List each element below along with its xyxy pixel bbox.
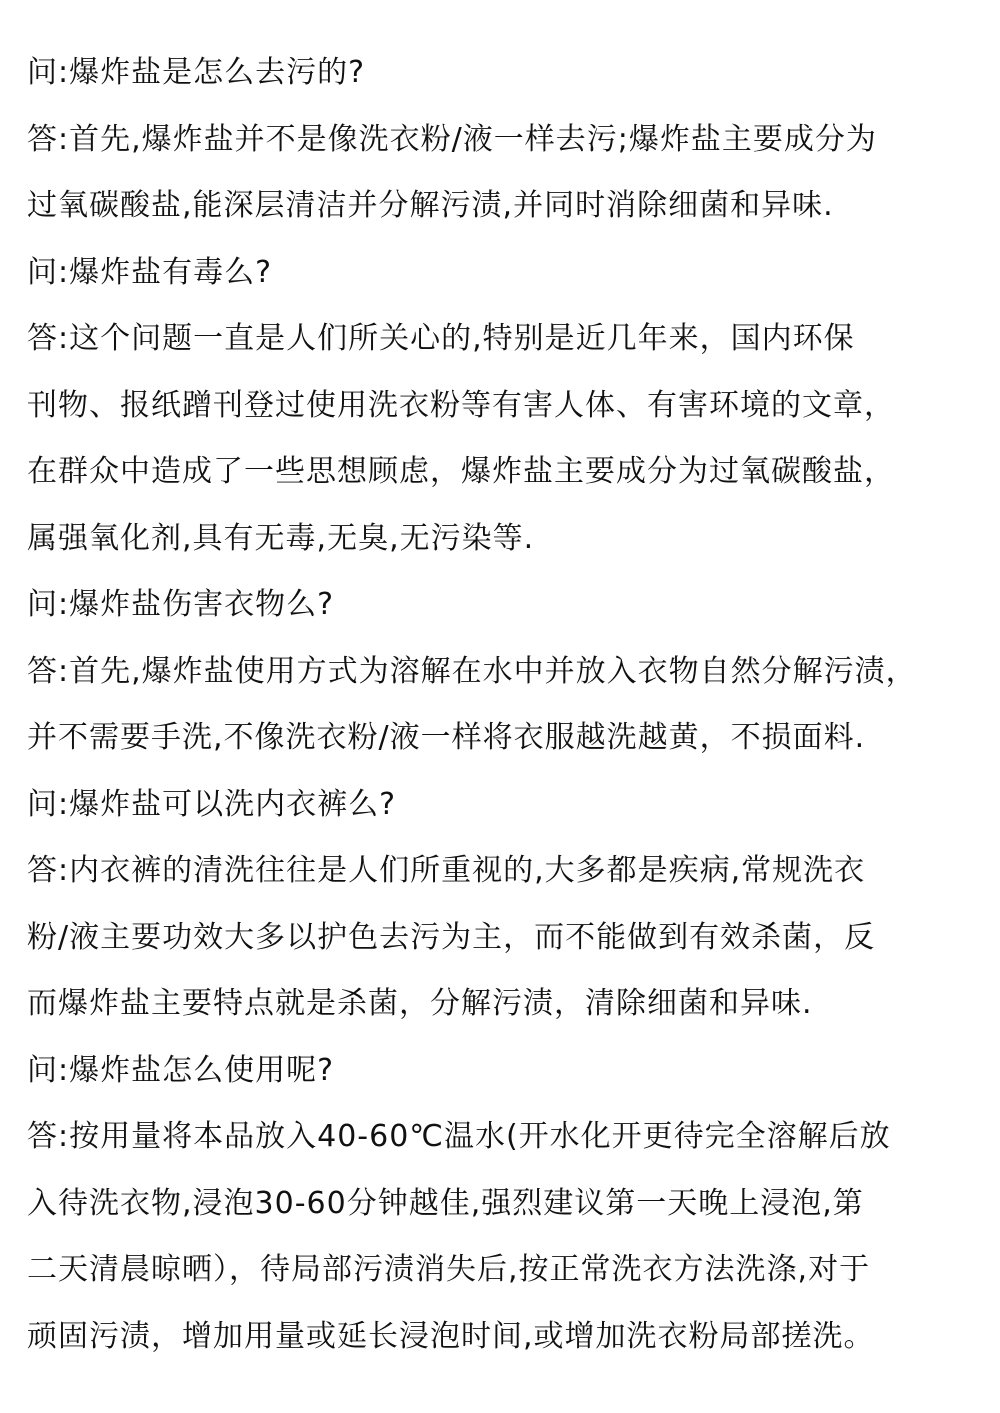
answer-line-3a: 答:首先,爆炸盐使用方式为溶解在水中并放入衣物自然分解污渍，	[27, 653, 917, 689]
answer-line-5d: 顽固污渍，增加用量或延长浸泡时间,或增加洗衣粉局部搓洗。	[27, 1318, 875, 1354]
answer-line-2b: 刊物、报纸蹭刊登过使用洗衣粉等有害人体、有害环境的文章，	[27, 387, 895, 423]
answer-line-4b: 粉/液主要功效大多以护色去污为主，而不能做到有效杀菌，反	[27, 919, 876, 955]
answer-line-2a: 答:这个问题一直是人们所关心的,特别是近几年来，国内环保	[27, 321, 855, 356]
question-line-2: 问:爆炸盐有毒么?	[27, 254, 273, 290]
answer-line-4a: 答:内衣裤的清洗往往是人们所重视的,大多都是疾病,常规洗衣	[27, 853, 866, 888]
answer-line-2c: 在群众中造成了一些思想顾虑，爆炸盐主要成分为过氧碳酸盐，	[27, 454, 895, 489]
answer-line-4c: 而爆炸盐主要特点就是杀菌，分解污渍，清除细菌和异味.	[27, 986, 813, 1021]
answer-line-5c: 二天清晨晾晒），待局部污渍消失后,按正常洗衣方法洗涤,对于	[27, 1252, 871, 1287]
answer-line-1b: 过氧碳酸盐,能深层清洁并分解污渍,并同时消除细菌和异味.	[27, 188, 834, 223]
answer-line-5b: 入待洗衣物,浸泡30-60分钟越佳,强烈建议第一天晚上浸泡,第	[27, 1185, 864, 1221]
question-line-1: 问:爆炸盐是怎么去污的?	[27, 55, 366, 90]
answer-line-1a: 答:首先,爆炸盐并不是像洗衣粉/液一样去污;爆炸盐主要成分为	[27, 121, 877, 157]
answer-line-3b: 并不需要手洗,不像洗衣粉/液一样将衣服越洗越黄，不损面料.	[27, 720, 866, 755]
question-line-4: 问:爆炸盐可以洗内衣裤么?	[27, 786, 397, 822]
answer-line-2d: 属强氧化剂,具有无毒,无臭,无污染等.	[27, 520, 535, 556]
question-line-5: 问:爆炸盐怎么使用呢?	[27, 1052, 335, 1088]
answer-line-5a: 答:按用量将本品放入40-60℃温水(开水化开更待完全溶解后放	[27, 1119, 891, 1154]
question-line-3: 问:爆炸盐伤害衣物么?	[27, 587, 335, 622]
faq-document	[27, 47, 982, 1377]
